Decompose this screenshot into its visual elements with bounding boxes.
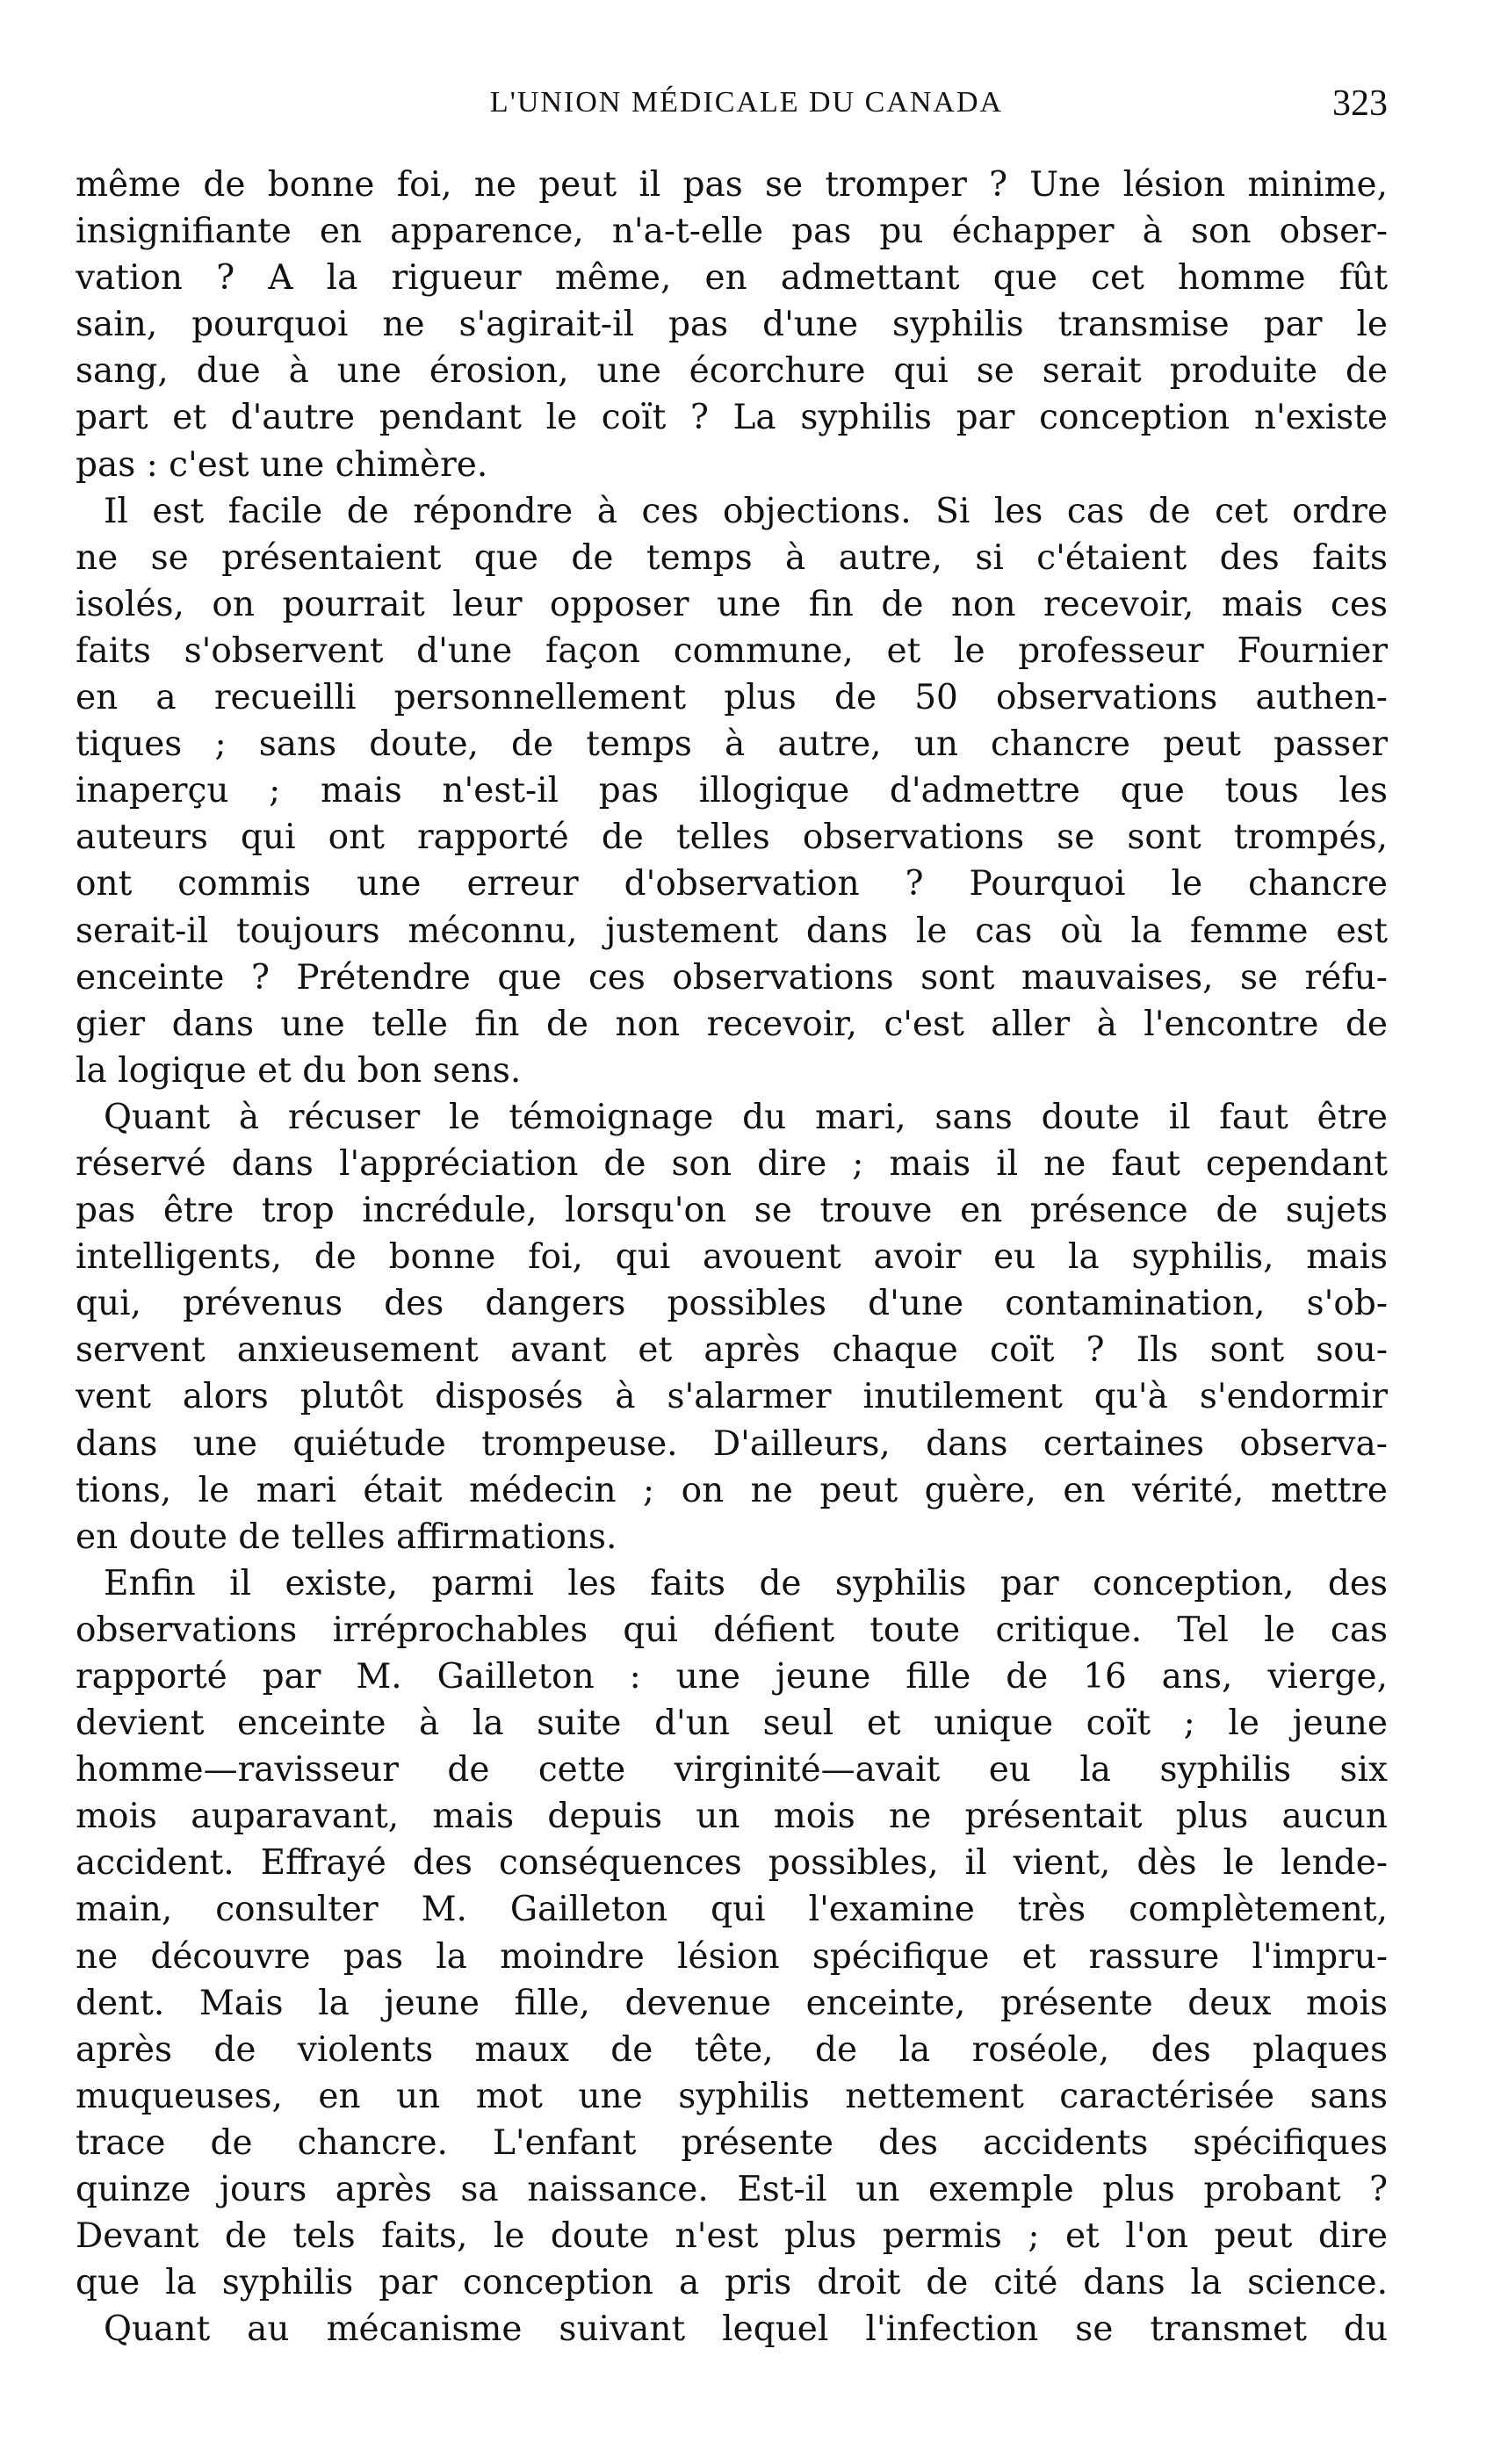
text-line: qui, prévenus des dangers possibles d'une contamination, s'ob- [76, 1284, 1388, 1324]
text-line: ne découvre pas la moindre lésion spécifique et rassure l'impru- [76, 1936, 1388, 1977]
text-line: intelligents, de bonne foi, qui avouent avoir eu la syphilis, mais [76, 1237, 1388, 1278]
text-line: faits s'observent d'une façon commune, et le professeur Fournier [76, 630, 1388, 671]
text-line: isolés, on pourrait leur opposer une fin de non recevoir, mais ces [76, 584, 1388, 624]
text-line: ont commis une erreur d'observation ? Pourquoi le chancre [76, 864, 1388, 904]
text-line: réservé dans l'appréciation de son dire ; mais il ne faut cependant [76, 1143, 1388, 1184]
text-line: gier dans une telle fin de non recevoir, c'est aller à l'encontre de [76, 1004, 1388, 1044]
paragraph-start-line: Enfin il existe, parmi les faits de syphilis par conception, des [104, 1563, 1388, 1603]
text-line: même de bonne foi, ne peut il pas se tromper ? Une lésion minime, [76, 165, 1388, 205]
text-line: mois auparavant, mais depuis un mois ne présentait plus aucun [76, 1797, 1388, 1837]
text-line: tions, le mari était médecin ; on ne peut guère, en vérité, mettre [76, 1470, 1388, 1510]
running-title: L'UNION MÉDICALE DU CANADA [489, 86, 1004, 119]
text-line: dans une quiétude trompeuse. D'ailleurs, dans certaines observa- [76, 1423, 1388, 1464]
text-line: serait-il toujours méconnu, justement dans le cas où la femme est [76, 911, 1388, 951]
text-line: pas être trop incrédule, lorsqu'on se trouve en présence de sujets [76, 1191, 1388, 1231]
text-line: observations irréprochables qui défient toute critique. Tel le cas [76, 1610, 1388, 1650]
text-line: sang, due à une érosion, une écorchure qui se serait produite de [76, 351, 1388, 392]
page-number: 323 [1332, 83, 1388, 124]
text-line: ne se présentaient que de temps à autre, si c'étaient des faits [76, 537, 1388, 578]
text-line: vent alors plutôt disposés à s'alarmer inutilement qu'à s'endormir [76, 1377, 1388, 1417]
text-line: muqueuses, en un mot une syphilis nettement caractérisée sans [76, 2076, 1388, 2116]
paragraph-start-line: Quant à récuser le témoignage du mari, sans doute il faut être [104, 1097, 1388, 1137]
text-line: pas : c'est une chimère. [76, 444, 488, 485]
text-line: devient enceinte à la suite d'un seul et unique coït ; le jeune [76, 1704, 1388, 1744]
text-line: vation ? A la rigueur même, en admettant que cet homme fût [76, 258, 1388, 299]
text-line: inaperçu ; mais n'est-il pas illogique d'admettre que tous les [76, 771, 1388, 811]
text-line: en a recueilli personnellement plus de 50 observations authen- [76, 678, 1388, 718]
text-line: tiques ; sans doute, de temps à autre, un chancre peut passer [76, 724, 1388, 765]
text-line: homme—ravisseur de cette virginité—avait eu la syphilis six [76, 1750, 1388, 1790]
paragraph-start-line: Quant au mécanisme suivant lequel l'infection se transmet du [104, 2309, 1388, 2350]
text-line: que la syphilis par conception a pris droit de cité dans la science. [76, 2263, 1388, 2303]
body-text [76, 162, 1388, 2352]
text-line: la logique et du bon sens. [76, 1050, 522, 1091]
text-line: rapporté par M. Gailleton : une jeune fille de 16 ans, vierge, [76, 1657, 1388, 1697]
text-line: quinze jours après sa naissance. Est-il un exemple plus probant ? [76, 2170, 1388, 2210]
text-line: trace de chancre. L'enfant présente des accidents spécifiques [76, 2122, 1388, 2163]
paragraph-start-line: Il est facile de répondre à ces objections. Si les cas de cet ordre [104, 491, 1388, 531]
text-line: main, consulter M. Gailleton qui l'examine très complètement, [76, 1890, 1388, 1930]
text-line: servent anxieusement avant et après chaque coït ? Ils sont sou- [76, 1330, 1388, 1371]
text-line: insignifiante en apparence, n'a-t-elle pas pu échapper à son obser- [76, 212, 1388, 252]
text-line: auteurs qui ont rapporté de telles observations se sont trompés, [76, 818, 1388, 858]
text-line: en doute de telles affirmations. [76, 1517, 617, 1557]
text-line: dent. Mais la jeune fille, devenue enceinte, présente deux mois [76, 1983, 1388, 2023]
text-line: après de violents maux de tête, de la roséole, des plaques [76, 2029, 1388, 2070]
text-line: sain, pourquoi ne s'agirait-il pas d'une syphilis transmise par le [76, 305, 1388, 345]
text-line: part et d'autre pendant le coït ? La syphilis par conception n'existe [76, 398, 1388, 438]
running-head [105, 83, 1388, 139]
text-line: enceinte ? Prétendre que ces observations sont mauvaises, se réfu- [76, 957, 1388, 998]
text-line: Devant de tels faits, le doute n'est plus permis ; et l'on peut dire [76, 2216, 1388, 2257]
text-line: accident. Effrayé des conséquences possibles, il vient, dès le lende- [76, 1843, 1388, 1884]
